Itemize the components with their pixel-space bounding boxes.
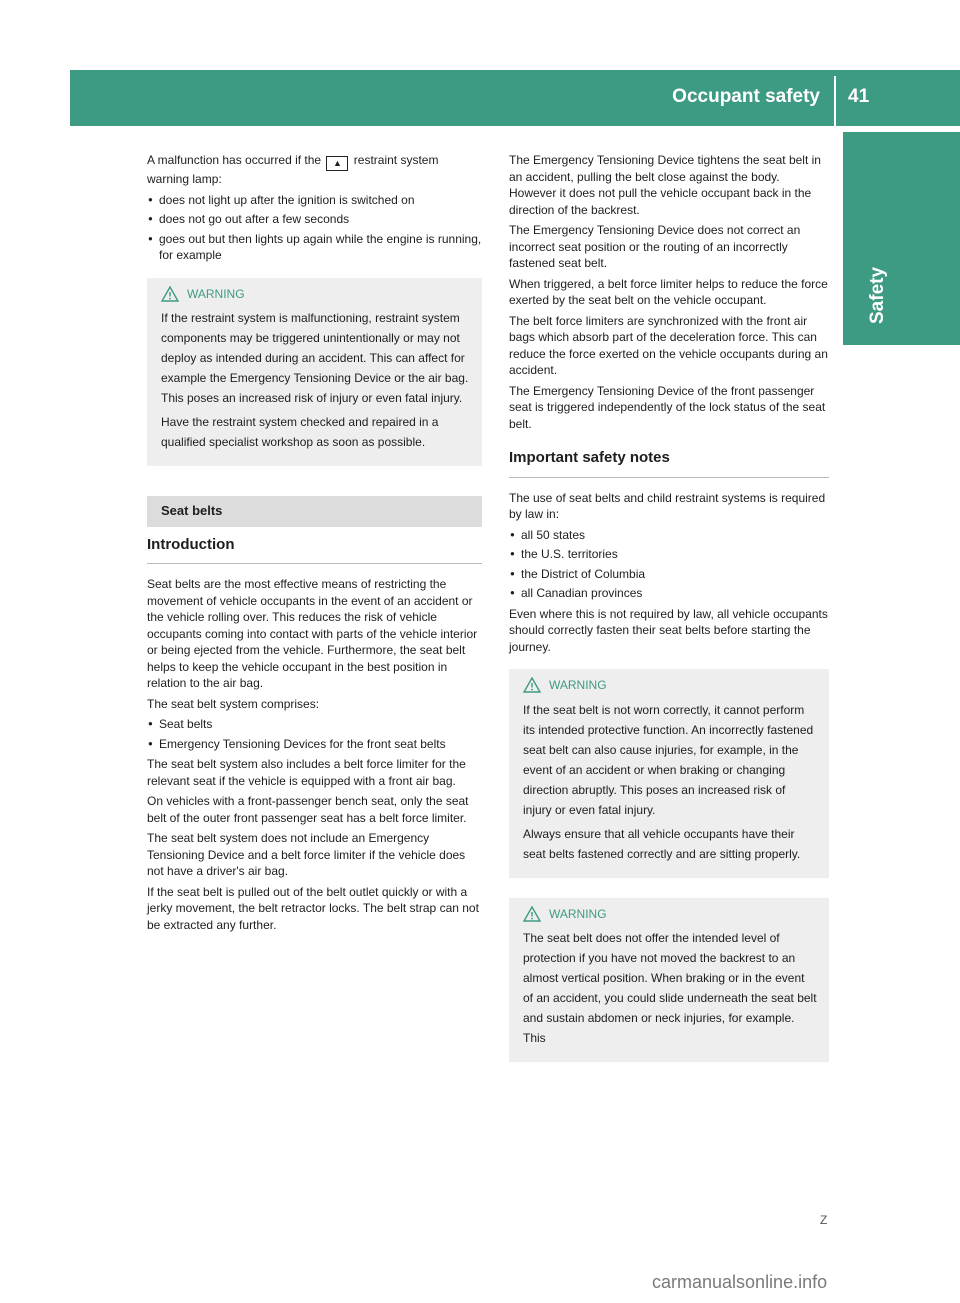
- warning-header: [161, 286, 470, 303]
- warning-text: If the restraint system is malfunctioning, restraint system components may be triggered unintentionally or may not deploy as intended during an accident. This can affect for example the Emergency Tensioning Device or the air bag. This poses an increased risk of injury or even fatal injury.: [161, 311, 469, 405]
- list-item: ● does not go out after a few seconds: [147, 211, 482, 228]
- header-bar: [70, 70, 960, 126]
- paragraph: The Emergency Tensioning Device tightens the seat belt in an accident, pulling the belt close against the body. However it does not pull the vehicle occupant back in the direction of the backrest.: [509, 153, 821, 217]
- paragraph: The seat belt system does not include an Emergency Tensioning Device and a belt force limiter if the vehicle does not have a driver's air bag.: [147, 831, 466, 878]
- warning-label: WARNING: [549, 906, 607, 921]
- right-column: [509, 152, 829, 1074]
- paragraph: The Emergency Tensioning Device of the front passenger seat is triggered independently of the lock status of the seat belt.: [509, 383, 826, 431]
- warning-header: [523, 677, 817, 694]
- warning-text: If the seat belt is not worn correctly, it cannot perform its intended protective function. An incorrectly fastened seat belt can also cause injuries, for example, in the event of an accident or when braking or changing direction abruptly. This poses an increased risk of injury or even fatal injury.: [523, 702, 814, 817]
- indented-paragraph: On vehicles with a front-passenger bench seat, only the seat belt of the outer front passenger seat has a belt force limiter.: [147, 794, 469, 825]
- paragraph: The seat belt system comprises:: [147, 696, 320, 711]
- section-title-bar: Seat belts: [147, 496, 482, 527]
- jurisdiction-list: [509, 527, 829, 602]
- malfunction-list: [147, 192, 482, 264]
- airbag-warning-lamp-icon: ▲: [326, 156, 348, 171]
- list-item: ● the U.S. territories: [509, 546, 829, 563]
- paragraph: The use of seat belts and child restraint systems is required by law in:: [509, 490, 826, 521]
- side-tab-label: Safety: [867, 266, 888, 324]
- introduction-heading: Introduction: [147, 537, 482, 565]
- warning-box: [509, 898, 829, 1063]
- left-column: [147, 152, 482, 937]
- warning-triangle-icon: [523, 906, 541, 922]
- page-code: Z: [820, 1213, 828, 1227]
- indented-paragraph: The seat belt system also includes a belt force limiter for the relevant seat if the vehicle is equipped with a front air bag.: [147, 757, 466, 788]
- watermark[interactable]: carmanualsonline.info: [652, 1272, 828, 1292]
- paragraph: The Emergency Tensioning Device does not correct an incorrect seat position or the routing of an incorrectly fastened seat belt.: [509, 223, 801, 270]
- warning-triangle-icon: [523, 677, 541, 693]
- paragraph: If the seat belt is pulled out of the belt outlet quickly or with a jerky movement, the belt retractor locks. The belt strap can not be extracted any further.: [147, 884, 479, 932]
- paragraph: Even where this is not required by law, all vehicle occupants should correctly fasten their seat belts before starting the journey.: [509, 606, 828, 654]
- warning-header: [523, 906, 817, 923]
- warning-label: WARNING: [187, 286, 245, 301]
- warning-text: The seat belt does not offer the intended level of protection if you have not moved the backrest to an almost vertical position. When braking or in the event of an accident, you could slide underneath the seat belt and sustain abdomen or neck injuries, for example. This: [523, 931, 817, 1045]
- safety-notes-heading: Important safety notes: [509, 450, 829, 478]
- list-item: ● all Canadian provinces: [509, 585, 829, 602]
- malfunction-intro: A malfunction has occurred if the ▲ restraint system warning lamp:: [147, 153, 439, 186]
- list-item: ● the District of Columbia: [509, 566, 829, 583]
- list-item: ● all 50 states: [509, 527, 829, 544]
- page-number: 41: [848, 86, 870, 107]
- chapter-title: Occupant safety: [672, 86, 820, 107]
- paragraph: The belt force limiters are synchronized with the front air bags which absorb part of the deceleration force. This can reduce the force exerted on the vehicle occupants during an accident.: [509, 313, 828, 377]
- warning-box: [509, 669, 829, 878]
- seat-belt-system-list: [147, 716, 482, 752]
- list-item: ● does not light up after the ignition is switched on: [147, 192, 482, 209]
- list-item: ● Seat belts: [147, 716, 482, 733]
- warning-text: Have the restraint system checked and repaired in a qualified specialist workshop as soon as possible.: [161, 415, 439, 449]
- warning-box: [147, 278, 482, 467]
- list-item: ● goes out but then lights up again while the engine is running, for example: [147, 231, 482, 264]
- warning-text: Always ensure that all vehicle occupants have their seat belts fastened correctly and are sitting properly.: [523, 826, 801, 861]
- paragraph: Seat belts are the most effective means of restricting the movement of vehicle occupants in the event of an accident or the vehicle rolling over. This reduces the risk of vehicle occupants coming into contact with parts of the vehicle interior or being ejected from the vehicle. Furthermore, the seat belt helps to keep the vehicle occupant in the best position in relation to the air bag.: [147, 577, 478, 690]
- paragraph: When triggered, a belt force limiter helps to reduce the force exerted by the seat belt on the vehicle occupant.: [509, 276, 828, 307]
- side-tab[interactable]: [843, 132, 960, 345]
- warning-triangle-icon: [161, 286, 179, 302]
- header-divider: [834, 76, 836, 126]
- warning-label: WARNING: [549, 678, 607, 692]
- list-item: ● Emergency Tensioning Devices for the front seat belts: [147, 736, 482, 753]
